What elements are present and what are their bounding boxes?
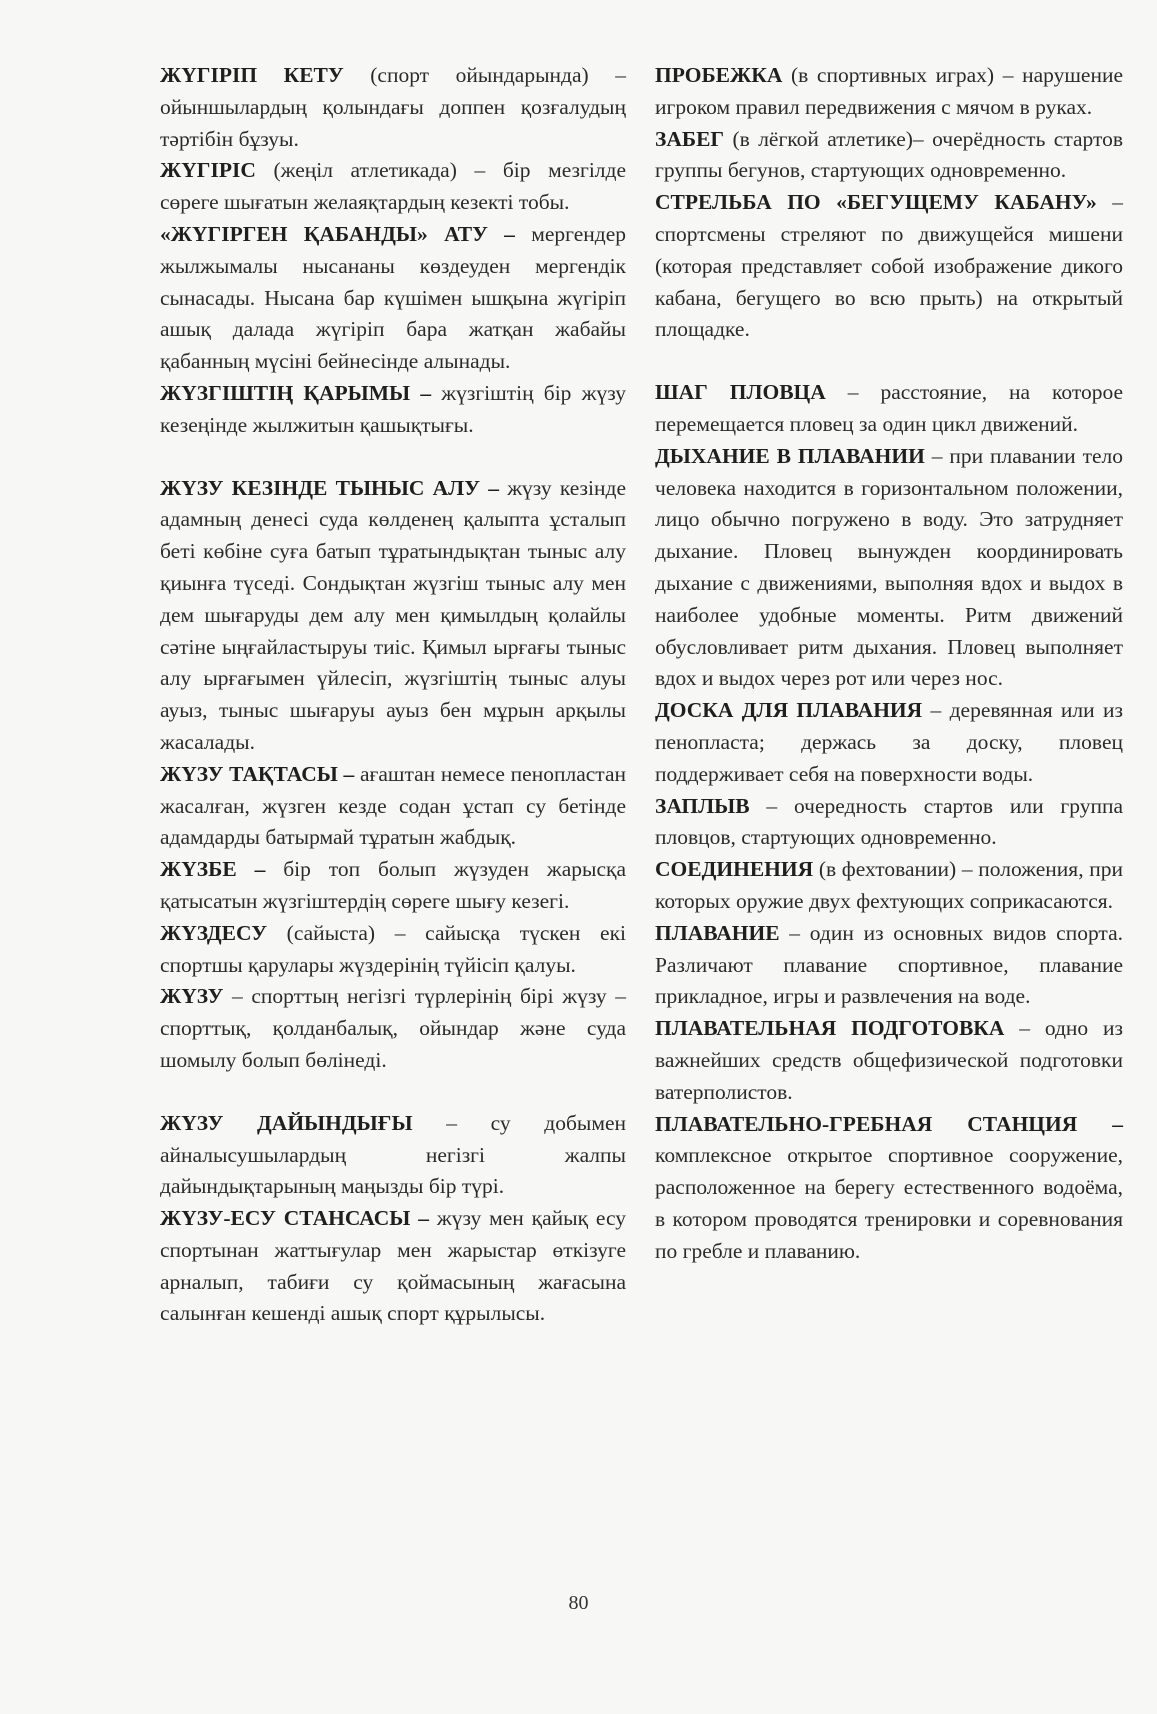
- entry-term: «ЖҮГІРГЕН ҚАБАНДЫ» АТУ –: [160, 221, 515, 246]
- entry-definition: (спорт ойындарында) – ойыншылардың қолындағы доппен қозғалудың тәртібін бұзуы.: [160, 63, 627, 151]
- entry-definition: – су добымен айналысушылардың негізгі жалпы дайындықтарының маңызды бір түрі.: [160, 1110, 626, 1199]
- entry-term: ПЛАВАТЕЛЬНО-ГРЕБНАЯ СТАНЦИЯ –: [655, 1111, 1123, 1136]
- entry-zhuzu-kezinde-tynys-alu: [160, 473, 626, 759]
- entry-term: ЗАБЕГ: [655, 126, 725, 151]
- entry-term: ПЛАВАНИЕ: [655, 920, 780, 945]
- page-number: 80: [568, 1592, 589, 1614]
- entry-zhuzu-dayyndygy: [160, 1108, 626, 1203]
- entry-definition: бір топ болып жүзуден жарысқа қатысатын жүзгіштердің сөреге шығу кезегі.: [160, 857, 626, 913]
- entry-definition: (жеңіл атлетикада) – бір мезгілде сөреге шығатын желаяқтардың кезекті тобы.: [160, 158, 626, 215]
- entry-definition: жүзгіштің бір жүзу кезеңінде жылжитын қашықтығы.: [160, 380, 626, 437]
- entry-zhuzgishtin-karymy: [160, 378, 626, 442]
- entry-term: СТРЕЛЬБА ПО «БЕГУЩЕМУ КАБАНУ»: [655, 190, 1097, 215]
- entry-definition: – деревянная или из пенопласта; держась за доску, пловец поддерживает себя на поверхности воды.: [655, 698, 1123, 786]
- entry-zhugirgen-kabandy-atu: [160, 219, 626, 378]
- entry-term: ЖҮГІРІС: [160, 158, 256, 183]
- entry-strelba-po-begushchemu-kabanu: [655, 187, 1123, 346]
- entry-zaplyv: [655, 791, 1123, 855]
- entry-term: ЖҮЗДЕСУ: [160, 920, 267, 945]
- entry-dykhanie-v-plavanii: [655, 441, 1123, 695]
- entry-doska-dlya-plavaniya: [655, 695, 1123, 790]
- entry-definition: комплексное открытое спортивное сооружение, расположенное на берегу естественного водоёма, в котором проводятся тренировки и соревнования по гребле и плаванию.: [655, 1143, 1123, 1263]
- entry-term: ЖҮЗУ ДАЙЫНДЫҒЫ: [160, 1110, 413, 1135]
- right-column-russian: [655, 60, 1123, 1267]
- entry-zhuzu-esu-stansasy: [160, 1203, 626, 1330]
- entry-zhuzbe: [160, 854, 626, 918]
- entry-zabeg: [655, 124, 1123, 188]
- entry-zhuzdesu: [160, 918, 626, 982]
- entry-term: ДЫХАНИЕ В ПЛАВАНИИ: [655, 443, 925, 468]
- entry-term: ЖҮЗУ КЕЗІНДЕ ТЫНЫС АЛУ –: [160, 475, 499, 500]
- entry-definition: – очередность стартов или группа пловцов, стартующих одновременно.: [655, 793, 1123, 850]
- entry-term: ШАГ ПЛОВЦА: [655, 380, 826, 405]
- entry-term: СОЕДИНЕНИЯ: [655, 857, 814, 882]
- entry-term: ПЛАВАТЕЛЬНАЯ ПОДГОТОВКА: [655, 1016, 1005, 1041]
- entry-definition: мергендер жылжымалы нысананы көздеуден мергендік сынасады. Нысана бар күшімен ышқына жүгіріп ашық далада жүгіріп бара жатқан жабайы қабанның мүсіні бейнесінде алынады.: [160, 221, 626, 374]
- entry-definition: (в фехтовании) – положения, при которых оружие двух фехтующих соприкасаются.: [655, 857, 1123, 913]
- entry-zhuzu: [160, 981, 626, 1076]
- entry-definition: – при плавании тело человека находится в горизонтальном положении, лицо обычно погружено в воду. Это затрудняет дыхание. Пловец вынужден координировать дыхание с движениями, выполняя вдох и выдох в наиболее удобные моменты. Ритм движений обусловливает ритм дыхания. Пловец выполняет вдох и выдох через рот или через нос.: [655, 443, 1123, 691]
- entry-definition: ағаштан немесе пенопластан жасалған, жүзген кезде содан ұстап су бетінде адамдарды батырмай тұратын жабдық.: [160, 761, 626, 850]
- entry-term: ЖҮЗУ-ЕСУ СТАНСАСЫ –: [160, 1206, 429, 1231]
- entry-definition: – один из основных видов спорта. Различают плавание спортивное, плавание прикладное, игры и развлечения на воде.: [655, 920, 1123, 1009]
- entry-definition: (в спортивных играх) – нарушение игроком правил передвижения с мячом в руках.: [655, 63, 1123, 119]
- entry-term: ЖҮЗУ ТАҚТАСЫ –: [160, 761, 355, 786]
- entry-term: ЖҮЗУ: [160, 984, 224, 1009]
- entry-term: ЗАПЛЫВ: [655, 793, 750, 818]
- entry-definition: (сайыста) – сайысқа түскен екі спортшы қарулары жүздерінің түйісіп қалуы.: [160, 920, 626, 977]
- entry-term: ДОСКА ДЛЯ ПЛАВАНИЯ: [655, 698, 923, 723]
- entry-probezhka: [655, 60, 1123, 124]
- entry-term: ПРОБЕЖКА: [655, 63, 783, 87]
- entry-plavanie: [655, 918, 1123, 1013]
- entry-shag-plovtsa: [655, 377, 1123, 441]
- entry-zhugirip-ketu: [160, 60, 626, 155]
- entry-definition: – расстояние, на которое перемещается пловец за один цикл движений.: [655, 380, 1123, 436]
- entry-definition: (в лёгкой атлетике)– очерёдность стартов группы бегунов, стартующих одновременно.: [655, 126, 1123, 183]
- entry-definition: – одно из важнейших средств общефизической подготовки ватерполистов.: [655, 1016, 1124, 1104]
- entry-soedineniya: [655, 854, 1123, 918]
- entry-plavatelno-grebnaya-stantsiya: [655, 1109, 1123, 1268]
- entry-plavatelnaya-podgotovka: [655, 1013, 1123, 1108]
- entry-term: ЖҮГІРІП КЕТУ: [160, 63, 344, 87]
- entry-definition: жүзу мен қайық есу спортынан жаттығулар мен жарыстар өткізуге арналып, табиғи су қоймасының жағасына салынған кешенді ашық спорт құрылысы.: [160, 1206, 626, 1326]
- entry-zhuzu-taktasy: [160, 759, 626, 854]
- entry-definition: – спортсмены стреляют по движущейся мишени (которая представляет собой изображение дикого кабана, бегущего во всю прыть) на открытый площадке.: [655, 190, 1124, 342]
- entry-definition: жүзу кезінде адамның денесі суда көлденең қалыпта ұсталып беті көбіне суға батып тұратындықтан тыныс алу қиынға түседі. Сондықтан жүзгіш тыныс алу мен дем шығаруды дем алу мен қимылдың қолайлы сәтіне ыңғайластыруы тиіс. Қимыл ырғағы тыныс алу ырғағымен үйлесіп, жүзгіштің тыныс алуы ауыз, тыныс шығаруы ауыз бен мұрын арқылы жасалады.: [160, 475, 626, 754]
- entry-zhugiris: [160, 155, 626, 219]
- left-column-kazakh: [160, 60, 626, 1330]
- entry-term: ЖҮЗГІШТІҢ ҚАРЫМЫ –: [160, 380, 432, 405]
- entry-term: ЖҮЗБЕ –: [160, 857, 266, 882]
- entry-definition: – спорттың негізгі түрлерінің бірі жүзу – спорттық, қолданбалық, ойындар және суда шомылу болып бөлінеді.: [160, 984, 626, 1072]
